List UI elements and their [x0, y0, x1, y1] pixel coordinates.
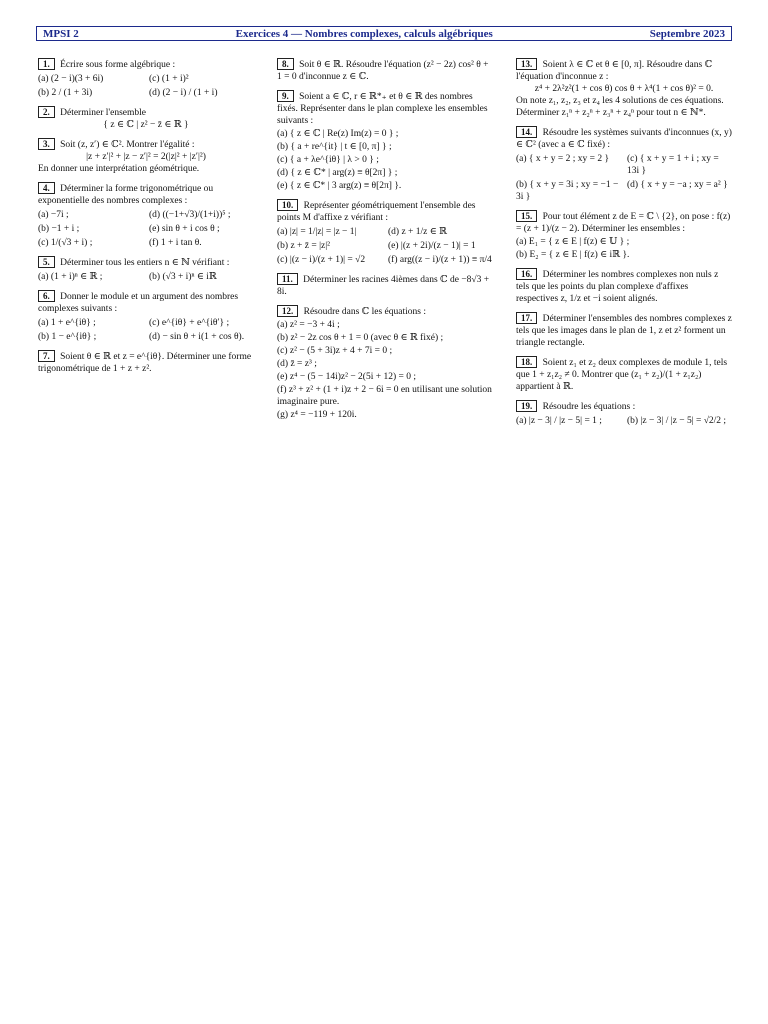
exercise-text: Soient a ∈ ℂ, r ∈ ℝ*₊ et θ ∈ ℝ des nombres fixés. Représenter dans le plan complexe les ensembles suivants : [277, 92, 488, 126]
item: (b) 1 − e^{iθ} ; [38, 332, 97, 342]
exercise-number: 8. [277, 58, 294, 70]
exercise-5 [38, 256, 254, 283]
exercise-number: 18. [516, 356, 537, 368]
item: (d) { x + y = −a ; xy = a² } [627, 180, 728, 190]
exercise-number: 5. [38, 256, 55, 268]
exercise-text: Soit (z, z′) ∈ ℂ². Montrer l'égalité : [60, 140, 195, 150]
exercise-text: Déterminer tous les entiers n ∈ ℕ vérifiant : [60, 258, 230, 268]
item: (c) e^{iθ} + e^{iθ′} ; [149, 318, 230, 328]
item: (b) z + z̄ = |z|² [277, 241, 330, 251]
exercise-text: Déterminer la forme trigonométrique ou exponentielle des nombres complexes : [38, 184, 214, 206]
exercise-number: 19. [516, 400, 537, 412]
exercise-number: 2. [38, 106, 55, 118]
item: (b) E₂ = { z ∈ E | f(z) ∈ iℝ }. [516, 250, 630, 260]
item: (c) 1/(√3 + i) ; [38, 238, 93, 248]
column-3 [516, 58, 732, 434]
exercise-16 [516, 268, 732, 305]
exercise-8 [277, 58, 493, 83]
exercise-number: 7. [38, 350, 55, 362]
exercise-items [516, 415, 732, 427]
item: (a) −7i ; [38, 210, 69, 220]
item: (a) (1 + i)ⁿ ∈ ℝ ; [38, 272, 103, 282]
exercise-text: Déterminer l'ensembles des nombres complexes z tels que les images dans le plan de 1, z et z² forment un triangle rectangle. [516, 314, 732, 348]
exercise-text: Déterminer les nombres complexes non nuls z tels que les points du plan complexe d'affixes respectives z, 1/z et −i soient alignés. [516, 270, 719, 304]
exercise-18 [516, 356, 732, 393]
item: (d) ((−1+√3)/(1+i))⁵ ; [149, 210, 231, 220]
exercise-2 [38, 106, 254, 131]
header-date: Septembre 2023 [649, 27, 725, 40]
exercise-items [38, 73, 254, 99]
item: (c) z² − (5 + 3i)z + 4 + 7i = 0 ; [277, 346, 393, 356]
column-2 [277, 58, 493, 428]
exercise-text: Résoudre les équations : [542, 402, 636, 412]
exercise-number: 15. [516, 210, 537, 222]
item: (b) −1 + i ; [38, 224, 80, 234]
exercise-14 [516, 126, 732, 203]
page-header [36, 26, 732, 41]
item: (a) { z ∈ ℂ | Re(z) Im(z) = 0 } ; [277, 129, 399, 139]
exercise-6 [38, 290, 254, 343]
exercise-text: Soient θ ∈ ℝ et z = e^{iθ}. Déterminer une forme trigonométrique de 1 + z + z². [38, 352, 252, 374]
exercise-text: Soit θ ∈ ℝ. Résoudre l'équation (z² − 2z) cos² θ + 1 = 0 d'inconnue z ∈ ℂ. [277, 60, 489, 82]
item: (b) |z − 3| / |z − 5| = √2/2 ; [627, 416, 727, 426]
header-title: Exercices 4 — Nombres complexes, calculs algébriques [235, 27, 493, 40]
item: (a) |z| = 1/|z| = |z − 1| [277, 227, 357, 237]
item: (c) (1 + i)² [149, 74, 189, 84]
exercise-number: 11. [277, 273, 298, 285]
exercise-number: 17. [516, 312, 537, 324]
item: (c) { x + y = 1 + i ; xy = 13i } [627, 154, 719, 176]
item: (a) |z − 3| / |z − 5| = 1 ; [516, 416, 602, 426]
exercise-3 [38, 138, 254, 175]
exercise-17 [516, 312, 732, 349]
exercise-text: Représenter géométriquement l'ensemble des points M d'affixe z vérifiant : [277, 201, 476, 223]
exercise-text: Pour tout élément z de E = ℂ \ {2}, on pose : f(z) = (z + 1)/(z − 2). Déterminer les ensembles : [516, 212, 731, 234]
exercise-items [38, 271, 254, 283]
exercise-15 [516, 210, 732, 261]
item: (c) { a + λe^{iθ} | λ > 0 } ; [277, 155, 379, 165]
exercise-number: 16. [516, 268, 537, 280]
exercise-number: 3. [38, 138, 55, 150]
item: (d) z + 1/z ∈ ℝ [388, 227, 448, 237]
exercise-text: Déterminer l'ensemble [60, 108, 146, 118]
exercise-12 [277, 305, 493, 421]
item: (e) z⁴ − (5 − 14i)z² − 2(5i + 12) = 0 ; [277, 372, 416, 382]
exercise-text: Écrire sous forme algébrique : [60, 60, 176, 70]
item: (a) z² = −3 + 4i ; [277, 320, 340, 330]
exercise-text: Résoudre les systèmes suivants d'inconnues (x, y) ∈ ℂ² (avec a ∈ ℂ fixé) : [516, 128, 732, 150]
item: (a) E₁ = { z ∈ E | f(z) ∈ 𝕌 } ; [516, 237, 630, 247]
exercise-note: En donner une interprétation géométrique. [38, 164, 200, 174]
item: (c) |(z − i)/(z + 1)| = √2 [277, 255, 366, 265]
exercise-text: Déterminer les racines 4ièmes dans ℂ de −8√3 + 8i. [277, 275, 490, 297]
item: (a) { x + y = 2 ; xy = 2 } [516, 154, 610, 164]
exercise-19 [516, 400, 732, 427]
item: (f) arg((z − i)/(z + 1)) ≡ π/4 [388, 255, 492, 265]
item: (a) 1 + e^{iθ} ; [38, 318, 96, 328]
exercise-formula: z⁴ + 2λ²z²(1 + cos θ) cos θ + λ⁴(1 + cos θ)² = 0. [534, 84, 714, 94]
exercise-10 [277, 199, 493, 266]
item: (e) |(z + 2i)/(z − 1)| = 1 [388, 241, 476, 251]
item: (d) − sin θ + i(1 + cos θ). [149, 332, 245, 342]
item: (a) (2 − i)(3 + 6i) [38, 74, 104, 84]
exercise-text: Soient λ ∈ ℂ et θ ∈ [0, π]. Résoudre dans ℂ l'équation d'inconnue z : [516, 60, 713, 82]
exercise-text: Donner le module et un argument des nombres complexes suivants : [38, 292, 239, 314]
exercise-number: 9. [277, 90, 294, 102]
item: (b) 2 / (1 + 3i) [38, 88, 93, 98]
item: (d) { z ∈ ℂ* | arg(z) ≡ θ[2π] } ; [277, 168, 398, 178]
exercise-number: 14. [516, 126, 537, 138]
exercise-9 [277, 90, 493, 192]
column-1 [38, 58, 254, 382]
item: (f) 1 + i tan θ. [149, 238, 202, 248]
exercise-1 [38, 58, 254, 99]
item: (b) (√3 + i)ⁿ ∈ iℝ [149, 272, 217, 282]
exercise-items [516, 153, 732, 203]
item: (b) { x + y = 3i ; xy = −1 − 3i } [516, 180, 619, 202]
exercise-number: 6. [38, 290, 55, 302]
item: (b) { a + re^{it} | t ∈ [0, π] } ; [277, 142, 392, 152]
exercise-number: 13. [516, 58, 537, 70]
item: (e) { z ∈ ℂ* | 3 arg(z) ≡ θ[2π] }. [277, 181, 402, 191]
exercise-number: 12. [277, 305, 298, 317]
exercise-formula: |z + z′|² + |z − z′|² = 2(|z|² + |z′|²) [86, 152, 206, 162]
item: (e) sin θ + i cos θ ; [149, 224, 220, 234]
exercise-note: On note z₁, z₂, z₃ et z₄ les 4 solutions de ces équations. Déterminer z₁ⁿ + z₂ⁿ + z₃ⁿ + z₄ⁿ pour tout n ∈ ℕ*. [516, 96, 724, 118]
exercise-items [277, 226, 493, 266]
exercise-7 [38, 350, 254, 375]
exercise-number: 4. [38, 182, 55, 194]
exercise-4 [38, 182, 254, 249]
header-class: MPSI 2 [43, 27, 79, 40]
exercise-formula: { z ∈ ℂ | z² − z̄ ∈ ℝ } [103, 120, 189, 130]
item: (b) z² − 2z cos θ + 1 = 0 (avec θ ∈ ℝ fixé) ; [277, 333, 444, 343]
item: (g) z⁴ = −119 + 120i. [277, 410, 357, 420]
item: (d) z̄ = z³ ; [277, 359, 317, 369]
exercise-number: 1. [38, 58, 55, 70]
exercise-number: 10. [277, 199, 298, 211]
exercise-items [38, 209, 254, 249]
exercise-11 [277, 273, 493, 298]
exercise-items [38, 317, 254, 343]
exercise-13 [516, 58, 732, 119]
item: (d) (2 − i) / (1 + i) [149, 88, 218, 98]
item: (f) z³ + z² + (1 + i)z + 2 − 6i = 0 en utilisant une solution imaginaire pure. [277, 385, 492, 407]
exercise-text: Résoudre dans ℂ les équations : [303, 307, 426, 317]
exercise-text: Soient z₁ et z₂ deux complexes de module 1, tels que 1 + z₁z₂ ≠ 0. Montrer que (z₁ + z₂)/(1 + z₁z₂) appartient à ℝ. [516, 358, 728, 392]
